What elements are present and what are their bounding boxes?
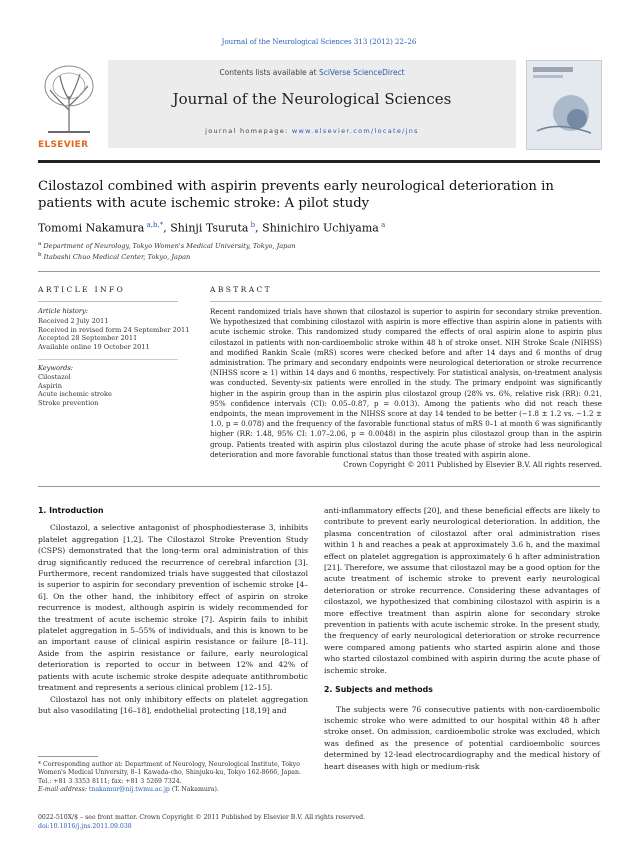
section-divider [38, 486, 600, 487]
keyword-list [38, 373, 198, 407]
journal-banner [38, 60, 600, 152]
homepage-link[interactable]: www.elsevier.com/locate/jns [291, 127, 419, 135]
affiliation-mark: b [38, 252, 42, 258]
journal-title: Journal of the Neurological Sciences [172, 90, 452, 108]
methods-heading: 2. Subjects and methods [324, 685, 433, 695]
journal-reference[interactable]: Journal of the Neurological Sciences 313 (2012) 22–26 [221, 38, 417, 46]
contents-line [108, 68, 516, 77]
history-label: Article history: [38, 307, 88, 315]
author-name: Shinichiro Uchiyama [262, 221, 379, 235]
abstract-body [210, 307, 602, 470]
history-item: Available online 19 October 2011 [38, 342, 150, 351]
introduction-paragraph: Cilostazol, a selective antagonist of phosphodiesterase 3, inhibits platelet aggregation [1,2]. The Cilostazol Stroke Prevention Study (CSPS) demonstrated that the long-term oral administration of this drug significantly reduced the recurrence of cerebral infarction [3]. Furthermore, recent randomized trials have suggested that cilostazol is superior to aspirin for secondary prevention of ischemic stroke [4–6]. On the other hand, the inhibitory effect of aspirin on stroke recurrence is modest, although aspirin is widely recommended for the treatment of acute ischemic stroke [7]. Aspirin fails to inhibit platelet aggregation in 5–55% of individuals, and this is known to be an important cause of clinical aspirin resistance or failure [8–11]. Aside from the aspirin resistance or failure, early neurological deterioration is reported to occur in between 12% and 42% of patients with acute ischemic stroke despite adequate antithrombotic treatment and represents a serious clinical problem [12–15]. [38, 523, 308, 693]
affiliation [38, 241, 296, 250]
email-line [38, 786, 308, 794]
homepage-prefix: journal homepage: [205, 127, 292, 135]
email-suffix: (T. Nakamura). [169, 786, 219, 794]
journal-cover-image [526, 60, 602, 150]
keyword: Stroke prevention [38, 398, 99, 407]
affiliation [38, 252, 190, 261]
issn-line: 0022-510X/$ – see front matter. Crown Copyright © 2011 Published by Elsevier B.V. All rights reserved. [38, 814, 366, 821]
author-list: Tomomi Nakamura $^{a,b,*}$, Shinji Tsuruta $^b$, Shinichiro Uchiyama $^a$ [38, 221, 386, 235]
article-info-heading: ARTICLE INFO [38, 285, 126, 294]
section-divider [38, 271, 600, 272]
contents-prefix: Contents lists available at [219, 68, 319, 77]
email-link[interactable]: tnakamur@nij.twmu.ac.jp [88, 786, 170, 794]
author-name: Tomomi Nakamura [38, 221, 145, 235]
introduction-paragraph: anti-inflammatory effects [20], and these beneficial effects are likely to contribute to prevent early neurological deterioration. In addition, the plasma concentration of cilostazol after oral administration rises within 1 h and reaches a peak at approximately 3.6 h, and the maximal effect on platelet aggregation is approximately 6 h after administration [21]. Therefore, we assume that cilostazol may be a good option for the acute treatment of ischemic stroke to prevent early neurological deterioration or stroke recurrence. Considering these advantages of cilostazol, we hypothesized that combining cilostazol with aspirin is a more effective treatment than aspirin alone for secondary stroke prevention in patients with acute ischemic stroke. In the present study, the frequency of early neurological deterioration or stroke recurrence were compared among patients who started aspirin alone and those who started cilostazol combined with aspirin during the acute phase of ischemic stroke. [324, 506, 600, 675]
keyword: Acute ischemic stroke [38, 390, 112, 399]
history-list [38, 317, 198, 351]
affiliation-text: Itabashi Chuo Medical Center, Tokyo, Japan [41, 253, 191, 262]
introduction-paragraph: Cilostazol has not only inhibitory effects on platelet aggregation but also vasodilating [16–18], endothelial protecting [18,19] and [38, 694, 308, 715]
keyword: Cilostazol [38, 373, 71, 381]
header-divider [38, 160, 600, 163]
author-affiliation-mark[interactable]: a,b,* [144, 221, 164, 229]
history-item: Accepted 28 September 2011 [38, 334, 138, 343]
keywords-label: Keywords: [38, 364, 73, 372]
introduction-heading: 1. Introduction [38, 506, 104, 515]
history-item: Received in revised form 24 September 2011 [38, 325, 190, 334]
keyword: Aspirin [38, 381, 62, 390]
publisher-name: ELSEVIER [38, 140, 89, 150]
elsevier-tree-logo-icon [38, 60, 100, 138]
author-name: Shinji Tsuruta [170, 221, 249, 235]
author-affiliation-mark[interactable]: b [248, 221, 256, 229]
info-divider [38, 301, 178, 302]
affiliation-mark: a [38, 241, 42, 247]
body-right-column [324, 505, 600, 772]
footnote-divider [38, 756, 98, 757]
abstract-text: Recent randomized trials have shown that cilostazol is superior to aspirin for secondary stroke prevention. We hypothesized that combining cilostazol with aspirin is more effective than aspirin alone in patients with acute ischemic stroke. This randomized study compared the effects of oral aspirin alone to aspirin plus cilostazol in patients with non-cardioembolic stroke within 48 h of stroke onset. NIH Stroke Scale (NIHSS) and modified Rankin Scale (mRS) scores were checked before and after 14 days and 6 months of drug administration. The primary and secondary endpoints were neurological deterioration or stroke recurrence (NIHSS score ≥ 1) within 14 days and 6 months, respectively. For statistical analysis, on-treatment analysis was conducted. Seventy-six patients were enrolled in the study. The primary endpoint was significantly higher in the aspirin group than in the aspirin plus cilostazol group (28% vs. 6%, relative risk (RR): 0.21, 95% confidence intervals (CI): 0.05–0.87, p = 0.013). Among the patients who did not reach these endpoints, the mean improvement in the NIHSS score at day 14 tended to be better (−1.8 ± 1.2 vs. −1.2 ± 1.0, p = 0.078) and the frequency of the favorable functional status of mRS 0–1 at month 6 was significantly higher (RR: 1.48, 95% CI: 1.07–2.06, p = 0.0048) in the aspirin plus cilostazol group than in the aspirin group. Patients treated with aspirin plus cilostazol during the acute phase of stroke had less neurological deterioration and more favorable functional status than those treated with aspirin alone. [210, 307, 602, 459]
abstract-divider [210, 301, 602, 302]
journal-masthead [108, 60, 516, 148]
methods-paragraph: The subjects were 76 consecutive patients with non-cardioembolic ischemic stroke who were admitted to our hospital within 48 h after stroke onset. On admission, cardioembolic stroke was excluded, which was defined as the presence of potential cardioembolic sources determined by 12-lead electrocardiography and the medical history of heart diseases with high or medium-risk [324, 704, 600, 771]
affiliation-text: Department of Neurology, Tokyo Women's Medical University, Tokyo, Japan [41, 242, 296, 251]
email-label: E-mail address: [38, 786, 89, 794]
author-affiliation-mark[interactable]: a [378, 221, 386, 229]
doi-link[interactable]: doi:10.1016/j.jns.2011.09.038 [38, 822, 132, 830]
history-item: Received 2 July 2011 [38, 317, 109, 325]
homepage-line [108, 127, 516, 135]
abstract-heading: ABSTRACT [210, 285, 273, 294]
article-title: Cilostazol combined with aspirin prevents early neurological deterioration in patients with acute ischemic stroke: A pilot study [38, 179, 554, 211]
abstract-copyright: Crown Copyright © 2011 Published by Elsevier B.V. All rights reserved. [343, 460, 602, 470]
corresponding-author-footnote [38, 761, 308, 795]
page-footer [38, 814, 600, 831]
body-left-column [38, 505, 308, 716]
info-divider [38, 359, 178, 360]
corresponding-author-text: * Corresponding author at: Department of Neurology, Neurological Institute, Tokyo Women's Medical University, 8–1 Kawada-cho, Shinjuku-ku, Tokyo 162-8666, Japan. Tel.: +81 3 3353 8111; fax: +81 3 5269 7324. [38, 761, 301, 785]
sciencedirect-link[interactable]: SciVerse ScienceDirect [318, 68, 405, 77]
